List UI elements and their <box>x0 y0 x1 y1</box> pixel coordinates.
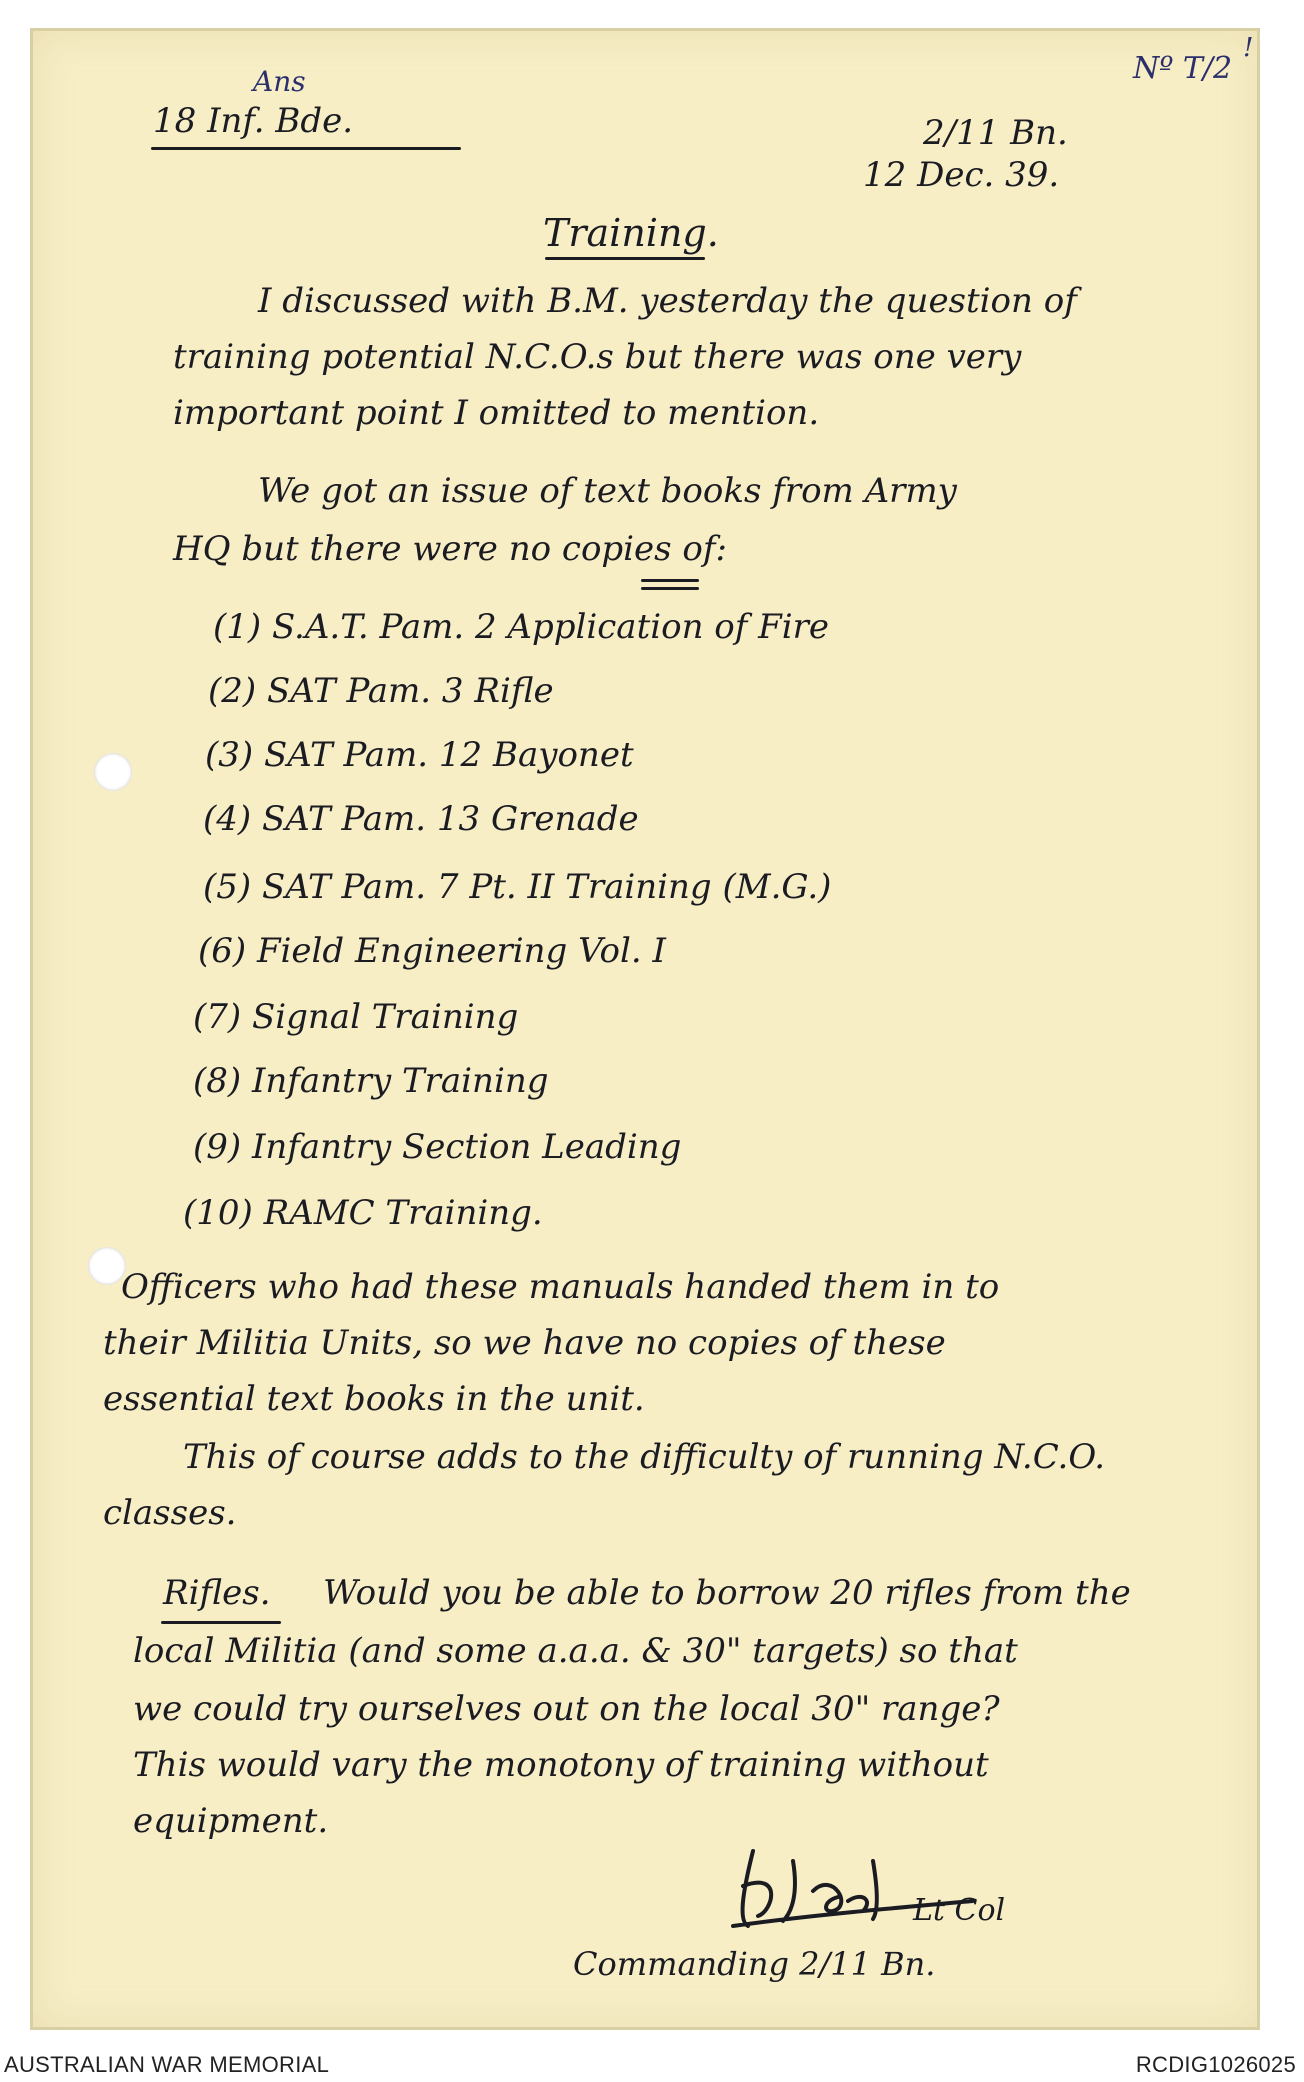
archive-name: AUSTRALIAN WAR MEMORIAL <box>4 2052 330 2077</box>
rifles-heading-underline <box>161 1621 281 1624</box>
paragraph-4-line-1: This of course adds to the difficulty of running N.C.O. <box>183 1437 1106 1477</box>
manual-item-3: (3) SAT Pam. 12 Bayonet <box>205 735 634 775</box>
manual-item-7: (7) Signal Training <box>193 997 519 1037</box>
paragraph-1-line-3: important point I omitted to mention. <box>173 393 820 433</box>
paragraph-2-line-1: We got an issue of text books from Army <box>258 471 957 511</box>
manual-item-8: (8) Infantry Training <box>193 1061 549 1101</box>
paragraph-3-line-3: essential text books in the unit. <box>103 1379 645 1419</box>
paragraph-2-line-2: HQ but there were no copies of: <box>173 529 727 569</box>
paragraph-5-line-1: Would you be able to borrow 20 rifles from the <box>323 1573 1131 1613</box>
document-title: Training. <box>543 211 719 255</box>
addressee: 18 Inf. Bde. <box>153 101 354 141</box>
punch-hole-top <box>94 753 132 791</box>
paragraph-1-line-2: training potential N.C.O.s but there was one very <box>173 337 1022 377</box>
reference-number: Nº T/2 <box>1133 51 1233 86</box>
paragraph-1-line-1: I discussed with B.M. yesterday the question of <box>258 281 1077 321</box>
addressee-underline <box>151 147 461 150</box>
paragraph-5-line-5: equipment. <box>133 1801 329 1841</box>
emphasis-underline-2 <box>641 587 699 590</box>
manual-item-5: (5) SAT Pam. 7 Pt. II Training (M.G.) <box>203 867 832 907</box>
unit-line: 2/11 Bn. <box>923 113 1068 153</box>
paragraph-3-line-1: Officers who had these manuals handed them in to <box>121 1267 1000 1307</box>
paragraph-4-line-2: classes. <box>103 1493 237 1533</box>
emphasis-underline <box>641 579 699 582</box>
manual-item-2: (2) SAT Pam. 3 Rifle <box>208 671 554 711</box>
signature-rank: Lt Col <box>913 1893 1006 1928</box>
title-underline <box>545 257 705 260</box>
reference-mark: ! <box>1243 33 1254 63</box>
manual-item-4: (4) SAT Pam. 13 Grenade <box>203 799 639 839</box>
addressee-note: Ans <box>253 65 306 98</box>
manual-item-9: (9) Infantry Section Leading <box>193 1127 682 1167</box>
manual-item-10: (10) RAMC Training. <box>183 1193 543 1233</box>
paragraph-5-line-2: local Militia (and some a.a.a. & 30" targets) so that <box>133 1631 1018 1671</box>
rifles-heading: Rifles. <box>163 1573 271 1613</box>
signature-title: Commanding 2/11 Bn. <box>573 1945 936 1983</box>
manual-item-1: (1) S.A.T. Pam. 2 Application of Fire <box>213 607 829 647</box>
manual-item-6: (6) Field Engineering Vol. I <box>198 931 666 971</box>
document-page <box>30 28 1260 2030</box>
paragraph-5-line-3: we could try ourselves out on the local 30" range? <box>133 1689 1000 1729</box>
catalogue-id: RCDIG1026025 <box>1135 2052 1296 2077</box>
date-line: 12 Dec. 39. <box>863 155 1060 195</box>
paragraph-3-line-2: their Militia Units, so we have no copies of these <box>103 1323 946 1363</box>
paragraph-5-line-4: This would vary the monotony of training without <box>133 1745 989 1785</box>
